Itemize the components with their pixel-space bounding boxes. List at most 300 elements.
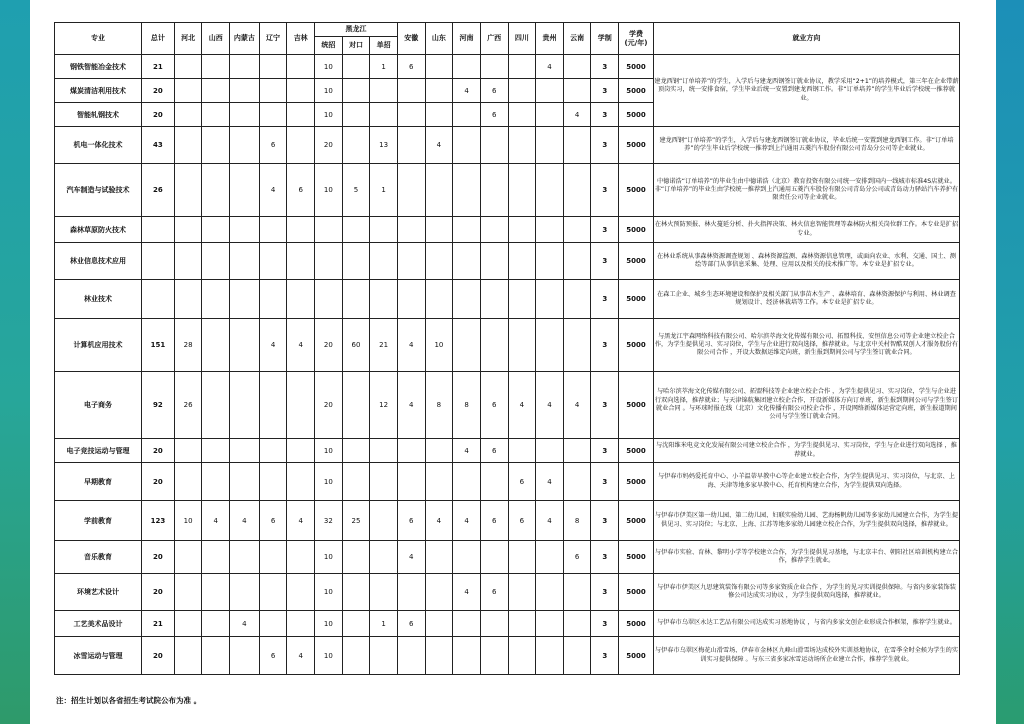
direction-cell: 与沈阳维米电竞文化发展有限公司建立校企合作 ，为学生提供见习、实习岗位，学生与企业进行双向选择 ，推荐就业。 [653,439,959,463]
quota-cell [202,319,230,372]
footnote: 注：招生计划以各省招生考试院公布为准 。 [56,696,202,705]
quota-cell [425,574,453,611]
quota-cell: 25 [342,501,370,541]
quota-cell [508,55,536,79]
quota-cell [508,79,536,103]
quota-cell [174,243,202,280]
quota-cell [508,541,536,574]
quota-cell [453,611,481,637]
quota-cell [425,541,453,574]
direction-cell: 与伊春市乌翠区永达工艺品有限公司达成实习基地协议 ，与省内多家文创企业形成合作框架，推荐学生就业。 [653,611,959,637]
quota-cell [259,463,287,501]
quota-cell [230,280,260,319]
quota-cell: 6 [397,55,425,79]
quota-cell [563,439,591,463]
heilongjiang-header: 黑龙江 [315,23,398,37]
quota-cell [563,280,591,319]
total-cell: 20 [142,463,175,501]
fee-header [619,23,654,55]
quota-cell: 6 [480,501,508,541]
quota-cell [425,55,453,79]
years-cell: 3 [591,611,619,637]
quota-cell [536,280,564,319]
quota-cell [230,243,260,280]
quota-cell [174,463,202,501]
province-header: 吉林 [287,23,315,55]
quota-cell [287,611,315,637]
quota-cell [536,611,564,637]
years-cell: 3 [591,55,619,79]
major-cell: 学前教育 [55,501,142,541]
quota-cell [342,574,370,611]
quota-cell [480,55,508,79]
quota-cell [370,574,398,611]
quota-cell [453,217,481,243]
quota-cell [536,217,564,243]
total-cell: 21 [142,611,175,637]
quota-cell [202,372,230,439]
total-cell: 26 [142,164,175,217]
quota-cell: 10 [315,611,343,637]
fee-cell: 5000 [619,55,654,79]
quota-cell [230,319,260,372]
quota-cell [453,541,481,574]
quota-cell: 12 [370,372,398,439]
quota-cell: 8 [563,501,591,541]
quota-cell [259,79,287,103]
quota-cell [536,103,564,127]
quota-cell: 4 [453,574,481,611]
quota-cell: 8 [425,372,453,439]
total-cell [142,217,175,243]
years-cell: 3 [591,372,619,439]
fee-cell: 5000 [619,127,654,164]
major-cell: 电子竞技运动与管理 [55,439,142,463]
quota-cell [536,439,564,463]
years-cell: 3 [591,541,619,574]
quota-cell: 4 [536,372,564,439]
quota-cell [259,217,287,243]
table-row [55,501,960,541]
quota-cell [508,439,536,463]
total-cell: 20 [142,439,175,463]
table-row [55,372,960,439]
quota-cell [563,574,591,611]
quota-cell [480,217,508,243]
quota-cell: 60 [342,319,370,372]
fee-cell: 5000 [619,541,654,574]
quota-cell [230,439,260,463]
direction-cell: 与伊春市妈妈爱托育中心、小羊温蒂早教中心等企业建立校企合作，为学生提供见习、实习岗位，与北京、上海、天津等地多家早教中心、托育机构建立合作，为学生提供双向选择。 [653,463,959,501]
quota-cell [259,541,287,574]
quota-cell [287,439,315,463]
quota-cell [370,280,398,319]
quota-cell [174,541,202,574]
quota-cell [342,439,370,463]
quota-cell [174,103,202,127]
quota-cell: 4 [230,501,260,541]
quota-cell [370,103,398,127]
quota-cell [370,217,398,243]
major-cell: 汽车制造与试验技术 [55,164,142,217]
quota-cell: 6 [480,574,508,611]
table-row [55,243,960,280]
quota-cell: 6 [563,541,591,574]
fee-cell: 5000 [619,439,654,463]
years-cell: 3 [591,463,619,501]
quota-cell [342,55,370,79]
quota-cell [230,55,260,79]
quota-cell [202,217,230,243]
years-cell: 3 [591,217,619,243]
heilongjiang-sub-header: 单招 [370,37,398,55]
total-cell: 92 [142,372,175,439]
quota-cell [174,439,202,463]
quota-cell [342,541,370,574]
quota-cell: 10 [315,55,343,79]
fee-header-line1: 学费 [628,29,643,38]
quota-cell [508,611,536,637]
quota-cell: 10 [174,501,202,541]
quota-cell [397,217,425,243]
quota-cell: 6 [480,439,508,463]
quota-cell: 10 [315,439,343,463]
quota-cell: 20 [315,372,343,439]
quota-cell: 4 [508,372,536,439]
quota-cell [230,164,260,217]
quota-cell [230,541,260,574]
quota-cell [342,79,370,103]
quota-cell: 5 [342,164,370,217]
quota-cell [287,79,315,103]
quota-cell: 10 [315,103,343,127]
direction-cell: 建龙西钢“订单培养”的学生，入学后与建龙西钢签订就业协议，毕业后统一安置到建龙西钢工作。非“订单培养”的学生毕业后学校统一推荐到上汽通用五菱汽车股份有限公司青岛分公司等企业就业。 [653,127,959,164]
direction-cell: 在林火预防预报、林火蔓延分析、扑火指挥决策、林火信息智能管理等森林防火相关岗位群工作。本专业是扩招专业。 [653,217,959,243]
quota-cell [202,103,230,127]
table-row [55,637,960,675]
quota-cell: 4 [397,541,425,574]
major-cell: 林业技术 [55,280,142,319]
quota-cell [508,280,536,319]
major-cell: 计算机应用技术 [55,319,142,372]
quota-cell [342,637,370,675]
direction-cell: 建龙西钢“订单培养”的学生，入学后与建龙西钢签订就业协议，教学采用“2+1”的培养模式，第三年在企业带薪顶岗实习，统一安排食宿，学生毕业后统一安置到建龙西钢工作。非“订单培养”的学生毕业后学校统一推荐就业。 [653,55,959,127]
quota-cell [480,280,508,319]
header-row-1 [55,23,960,37]
years-cell: 3 [591,439,619,463]
quota-cell [425,280,453,319]
quota-cell: 4 [259,164,287,217]
years-cell: 3 [591,79,619,103]
quota-cell [230,574,260,611]
years-cell: 3 [591,103,619,127]
quota-cell [563,164,591,217]
quota-cell [287,243,315,280]
direction-cell: 在森工企业、城乡生态环境建设和保护及相关部门从事苗木生产 、森林培育、森林资源保护与利用、林业调查规划设计、经济林栽培等工作。本专业是扩招专业。 [653,280,959,319]
total-cell: 21 [142,55,175,79]
quota-cell [508,103,536,127]
quota-cell [174,217,202,243]
years-cell: 3 [591,637,619,675]
quota-cell [480,611,508,637]
direction-cell: 与哈尔滨萃海文化传媒有限公司、拓盟科技等企业建立校企合作 ，为学生提供见习、实习岗位，学生与企业进行双向选择，推荐就业；与天津锦航集团建立校企合作，开设新媒体方向订单班，新生报到期间公司与学生签订就业合同 。与环球时报在线（北京）文化传播有限公司校企合作 ，开设网络新媒体运营定向班，新生报道期间公司与学生签订就业合同。 [653,372,959,439]
quota-cell [453,55,481,79]
quota-cell [202,127,230,164]
direction-cell: 与黑龙江宇森网络科技有限公司、哈尔滨萃海文化传媒有限公司、拓盟科技、安恒信息公司等企业建立校企合作，为学生提供见习、实习岗位，学生与企业进行双向选择，推荐就业。与北京中关村智酷双创人才服务股份有限公司合作 ，开设大数据运维定向班，新生报到期间公司与学生签订就业合同。 [653,319,959,372]
quota-cell [174,637,202,675]
quota-cell [370,243,398,280]
quota-cell [315,280,343,319]
major-cell: 智能轧钢技术 [55,103,142,127]
quota-cell: 4 [453,79,481,103]
quota-cell: 4 [287,319,315,372]
left-decorative-band [0,0,30,724]
quota-cell: 1 [370,164,398,217]
total-cell: 20 [142,103,175,127]
quota-cell: 8 [453,372,481,439]
quota-cell [370,463,398,501]
quota-cell: 4 [453,501,481,541]
quota-cell [508,217,536,243]
quota-cell [508,319,536,372]
table-row [55,463,960,501]
years-cell: 3 [591,501,619,541]
quota-cell: 21 [370,319,398,372]
total-cell: 20 [142,541,175,574]
quota-cell [230,217,260,243]
quota-cell [563,79,591,103]
years-header: 学制 [591,23,619,55]
table-row [55,439,960,463]
major-header: 专业 [55,23,142,55]
quota-cell [230,372,260,439]
total-cell: 43 [142,127,175,164]
quota-cell [453,103,481,127]
quota-cell [397,243,425,280]
quota-cell [287,127,315,164]
quota-cell: 4 [563,103,591,127]
quota-cell: 20 [315,127,343,164]
quota-cell: 4 [536,55,564,79]
province-header: 安徽 [397,23,425,55]
total-cell: 20 [142,574,175,611]
quota-cell [287,217,315,243]
quota-cell: 4 [397,319,425,372]
quota-cell [370,79,398,103]
quota-cell: 1 [370,611,398,637]
quota-cell [536,637,564,675]
quota-cell: 6 [480,372,508,439]
quota-cell [259,439,287,463]
quota-cell [174,611,202,637]
quota-cell [230,103,260,127]
quota-cell: 6 [508,501,536,541]
total-cell [142,280,175,319]
table-row [55,280,960,319]
province-header: 河北 [174,23,202,55]
quota-cell [287,55,315,79]
quota-cell [202,439,230,463]
quota-cell [230,127,260,164]
major-cell: 森林草原防火技术 [55,217,142,243]
quota-cell: 4 [563,372,591,439]
quota-cell: 4 [287,637,315,675]
quota-cell [453,280,481,319]
fee-cell: 5000 [619,243,654,280]
fee-cell: 5000 [619,574,654,611]
quota-cell: 1 [370,55,398,79]
quota-cell: 10 [425,319,453,372]
quota-cell [370,541,398,574]
quota-cell [287,103,315,127]
quota-cell [287,574,315,611]
direction-cell: 与伊春市乌翠区梅花山滑雪场、伊春市金林区九峰山滑雪场达成校外实训基地协议，在雪季全时全候为学生的实训实习提供保障 。与东三省多家冰雪运动场所企业建立合作，推荐学生就业。 [653,637,959,675]
quota-cell [342,280,370,319]
total-header: 总计 [142,23,175,55]
quota-cell: 10 [315,79,343,103]
quota-cell [563,319,591,372]
heilongjiang-sub-header: 统招 [315,37,343,55]
quota-cell: 4 [230,611,260,637]
table-row [55,127,960,164]
quota-cell [287,280,315,319]
direction-cell: 与伊春市伊美区第一幼儿园、第二幼儿园、妇联实验幼儿园、艺海杨帆幼儿园等多家幼儿园建立合作，为学生提供见习、实习岗位；与北京、上海、江苏等地多家幼儿园建立校企合作，为学生提供双向选择，推荐就业。 [653,501,959,541]
direction-cell: 中德诺浩“订单培养”的毕业生由中德诺浩（北京）教育投资有限公司统一安排到国内一线城市标准4S店就业。非“订单培养”的毕业生由学校统一推荐到上汽通用五菱汽车股份有限公司青岛分公司或青岛动力驿站汽车养护有限责任公司等企业就业。 [653,164,959,217]
quota-cell [480,637,508,675]
quota-cell [230,637,260,675]
quota-cell [425,217,453,243]
quota-cell [315,243,343,280]
quota-cell: 6 [259,637,287,675]
enrollment-plan-sheet [54,22,960,675]
quota-cell [536,127,564,164]
fee-cell: 5000 [619,501,654,541]
quota-cell [453,243,481,280]
quota-cell [202,541,230,574]
quota-cell [425,611,453,637]
quota-cell: 4 [536,463,564,501]
major-cell: 煤炭清洁利用技术 [55,79,142,103]
quota-cell [259,280,287,319]
quota-cell [202,611,230,637]
quota-cell [563,55,591,79]
quota-cell [397,280,425,319]
table-row [55,55,960,79]
quota-cell [536,164,564,217]
quota-cell [174,55,202,79]
fee-cell: 5000 [619,280,654,319]
province-header: 广西 [480,23,508,55]
direction-cell: 与伊春市伊美区九思建筑装饰有限公司等多家资质企业合作 ，为学生的见习实训提供保障。与省内多家装饰装修公司达成实习协议 ，为学生提供双向选择，推荐就业。 [653,574,959,611]
direction-header: 就业方向 [653,23,959,55]
quota-cell [174,127,202,164]
quota-cell [342,372,370,439]
quota-cell [563,637,591,675]
quota-cell [508,637,536,675]
table-row [55,164,960,217]
quota-cell [315,217,343,243]
quota-cell: 4 [397,372,425,439]
quota-cell [259,574,287,611]
plan-body [55,55,960,675]
table-row [55,611,960,637]
major-cell: 电子商务 [55,372,142,439]
years-cell: 3 [591,127,619,164]
quota-cell: 32 [315,501,343,541]
quota-cell [174,574,202,611]
quota-cell [259,243,287,280]
quota-cell [536,79,564,103]
quota-cell [397,637,425,675]
province-header: 贵州 [536,23,564,55]
years-cell: 3 [591,319,619,372]
total-cell: 123 [142,501,175,541]
quota-cell [259,103,287,127]
quota-cell [563,243,591,280]
quota-cell [202,55,230,79]
quota-cell [425,463,453,501]
fee-cell: 5000 [619,103,654,127]
right-decorative-band [996,0,1024,724]
quota-cell: 4 [453,439,481,463]
major-cell: 冰雪运动与管理 [55,637,142,675]
fee-cell: 5000 [619,463,654,501]
quota-cell [480,243,508,280]
quota-cell: 10 [315,574,343,611]
quota-cell [563,463,591,501]
fee-cell: 5000 [619,319,654,372]
quota-cell [563,127,591,164]
quota-cell [425,243,453,280]
quota-cell [370,439,398,463]
quota-cell: 6 [287,164,315,217]
quota-cell [453,463,481,501]
quota-cell: 6 [259,501,287,541]
quota-cell [425,103,453,127]
quota-cell: 4 [287,501,315,541]
quota-cell [536,574,564,611]
quota-cell: 13 [370,127,398,164]
quota-cell: 10 [315,463,343,501]
quota-cell [342,243,370,280]
quota-cell [397,103,425,127]
years-cell: 3 [591,243,619,280]
quota-cell [342,463,370,501]
province-header: 云南 [563,23,591,55]
fee-cell: 5000 [619,217,654,243]
direction-cell: 在林业系统从事森林资源调查规划 、森林资源监测、森林资源信息管理，或面向农业、水利、交通、国土、测绘等部门从事信息采集、处理、应用以及相关的技术推广等。本专业是扩招专业。 [653,243,959,280]
major-cell: 早期教育 [55,463,142,501]
quota-cell [536,541,564,574]
quota-cell [370,501,398,541]
total-cell: 20 [142,79,175,103]
quota-cell: 28 [174,319,202,372]
quota-cell [397,79,425,103]
table-row [55,541,960,574]
quota-cell [342,217,370,243]
quota-cell: 4 [536,501,564,541]
quota-cell [453,319,481,372]
quota-cell [342,103,370,127]
province-header: 山西 [202,23,230,55]
quota-cell: 4 [425,127,453,164]
table-row [55,319,960,372]
quota-cell [174,164,202,217]
quota-cell: 10 [315,637,343,675]
quota-cell [230,463,260,501]
quota-cell [202,280,230,319]
major-cell: 工艺美术品设计 [55,611,142,637]
